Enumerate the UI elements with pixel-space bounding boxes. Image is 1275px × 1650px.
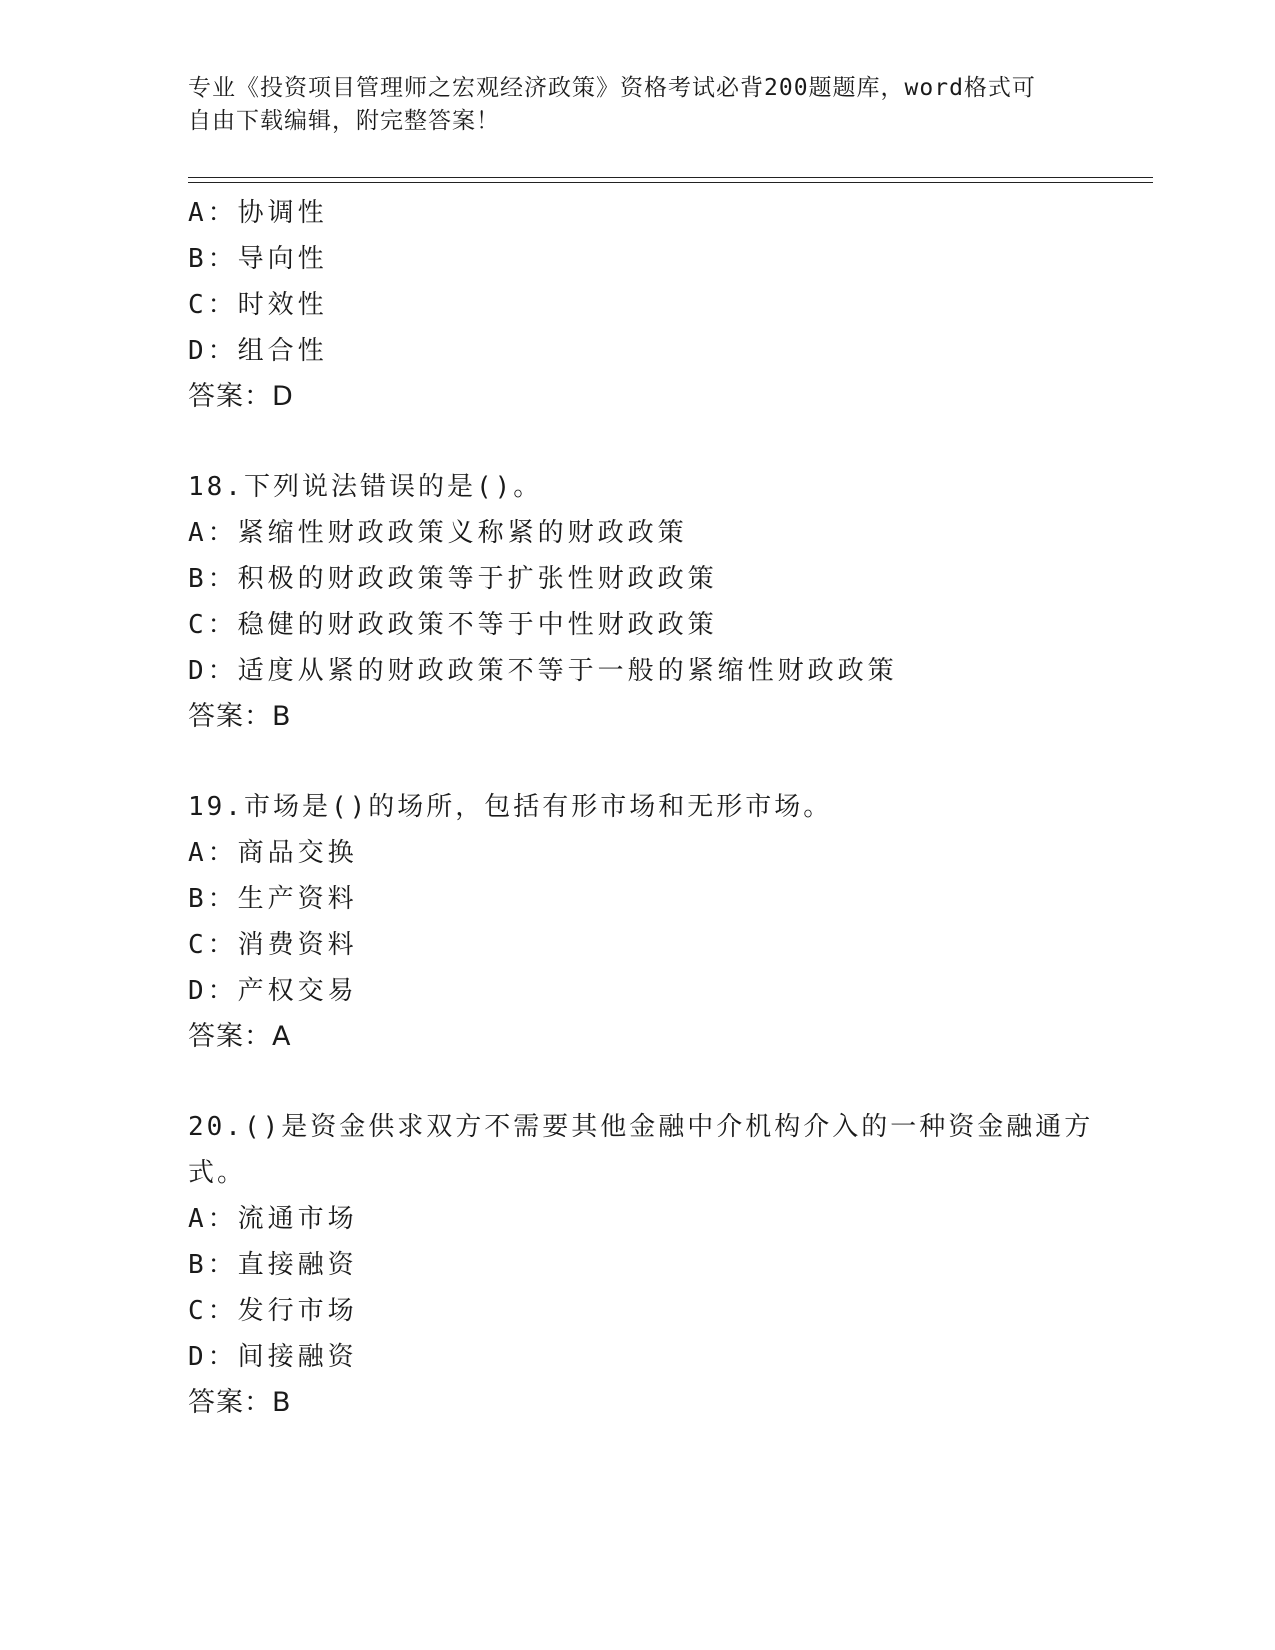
header-line-1: 专业《投资项目管理师之宏观经济政策》资格考试必背200题题库，word格式可 <box>188 75 1036 101</box>
answer: 答案：B <box>188 701 292 732</box>
option-d: D：适度从紧的财政政策不等于一般的紧缩性财政政策 <box>188 656 898 686</box>
question-text: 18.下列说法错误的是()。 <box>188 472 543 502</box>
answer: 答案：B <box>188 1387 292 1418</box>
option-a: A：紧缩性财政政策义称紧的财政政策 <box>188 518 688 548</box>
option-c: C：时效性 <box>188 290 328 320</box>
option-c: C：稳健的财政政策不等于中性财政政策 <box>188 610 718 640</box>
option-d: D：间接融资 <box>188 1342 358 1372</box>
option-b: B：直接融资 <box>188 1250 358 1280</box>
question-18 <box>188 464 1153 740</box>
header-line-2: 自由下载编辑，附完整答案！ <box>188 108 500 134</box>
spacer <box>188 420 1153 464</box>
answer: 答案：D <box>188 381 294 412</box>
option-b: B：积极的财政政策等于扩张性财政政策 <box>188 564 718 594</box>
question-19 <box>188 784 1153 1060</box>
option-c: C：消费资料 <box>188 930 358 960</box>
option-a: A：协调性 <box>188 198 328 228</box>
spacer <box>188 740 1153 784</box>
question-text-line-1: 20.()是资金供求双方不需要其他金融中介机构介入的一种资金融通方 <box>188 1112 1094 1142</box>
question-text: 19.市场是()的场所，包括有形市场和无形市场。 <box>188 792 833 822</box>
option-d: D：产权交易 <box>188 976 358 1006</box>
header-rule-top <box>188 177 1153 178</box>
question-17 <box>188 190 1153 420</box>
answer: 答案：A <box>188 1021 292 1052</box>
question-20 <box>188 1104 1153 1426</box>
option-a: A：商品交换 <box>188 838 358 868</box>
option-b: B：导向性 <box>188 244 328 274</box>
document-header <box>188 72 1088 138</box>
option-b: B：生产资料 <box>188 884 358 914</box>
question-text-line-2: 式。 <box>188 1158 247 1188</box>
option-c: C：发行市场 <box>188 1296 358 1326</box>
spacer <box>188 1060 1153 1104</box>
header-rule-bottom <box>188 182 1153 183</box>
question-list <box>188 190 1153 1426</box>
option-a: A：流通市场 <box>188 1204 358 1234</box>
option-d: D：组合性 <box>188 336 328 366</box>
